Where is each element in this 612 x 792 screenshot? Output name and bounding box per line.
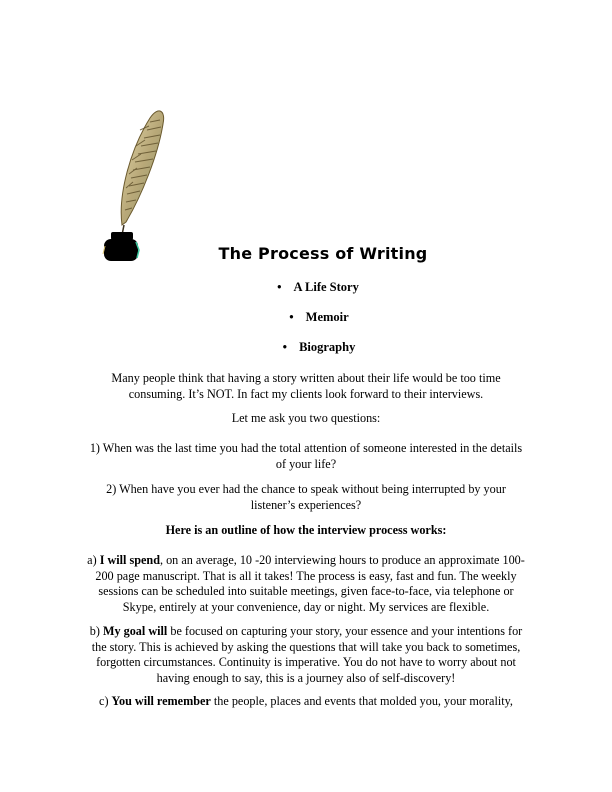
- item-text: be focused on capturing your story, your essence and your intentions for the story. This is achieved by asking the questions that will take you back to sometimes, forgotten circumstances. Continuity is imperative. You do not have to worry about not having enough to say, this is a journey also of self-discovery!: [91, 624, 523, 685]
- outline-item-b: [86, 624, 526, 686]
- list-item: [0, 310, 612, 325]
- list-item: [0, 280, 612, 295]
- item-emphasis: I will spend: [99, 553, 160, 567]
- page-title: The Process of Writing: [218, 244, 428, 263]
- item-prefix: b): [89, 624, 103, 638]
- item-prefix: a): [87, 553, 100, 567]
- item-text: the people, places and events that molded you, your morality,: [210, 694, 513, 708]
- item-emphasis: You will remember: [111, 694, 211, 708]
- questions-lead-in: Let me ask you two questions:: [231, 411, 381, 425]
- list-item-label: Biography: [299, 340, 356, 354]
- item-text: , on an average, 10 -20 interviewing hours to produce an approximate 100-200 page manuscript. That is all it takes! The process is easy, fast and fun. The weekly sessions can be scheduled into suitable meetings, given face-to-face, via telephone or Skype, entirely at your convenience, day or night. My services are flexible.: [95, 553, 525, 614]
- outline-item-c: [88, 694, 524, 710]
- list-item-label: Memoir: [305, 310, 349, 324]
- question-1: 1) When was the last time you had the total attention of someone interested in the details of your life?: [89, 441, 523, 471]
- bullet-icon: •: [282, 340, 288, 354]
- question-2: 2) When have you ever had the chance to speak without being interrupted by your listener’s experiences?: [106, 482, 506, 512]
- list-item-label: A Life Story: [293, 280, 359, 294]
- outline-item-a: [86, 553, 526, 615]
- bullet-icon: •: [277, 280, 282, 294]
- outline-heading: Here is an outline of how the interview process works:: [165, 523, 447, 537]
- intro-paragraph: Many people think that having a story written about their life would be too time consuming. It’s NOT. In fact my clients look forward to their interviews.: [111, 371, 501, 401]
- bullet-icon: •: [289, 310, 294, 324]
- list-item: [0, 340, 612, 355]
- quill-and-inkwell-icon: [100, 100, 170, 265]
- item-emphasis: My goal will: [102, 624, 168, 638]
- item-prefix: c): [99, 694, 112, 708]
